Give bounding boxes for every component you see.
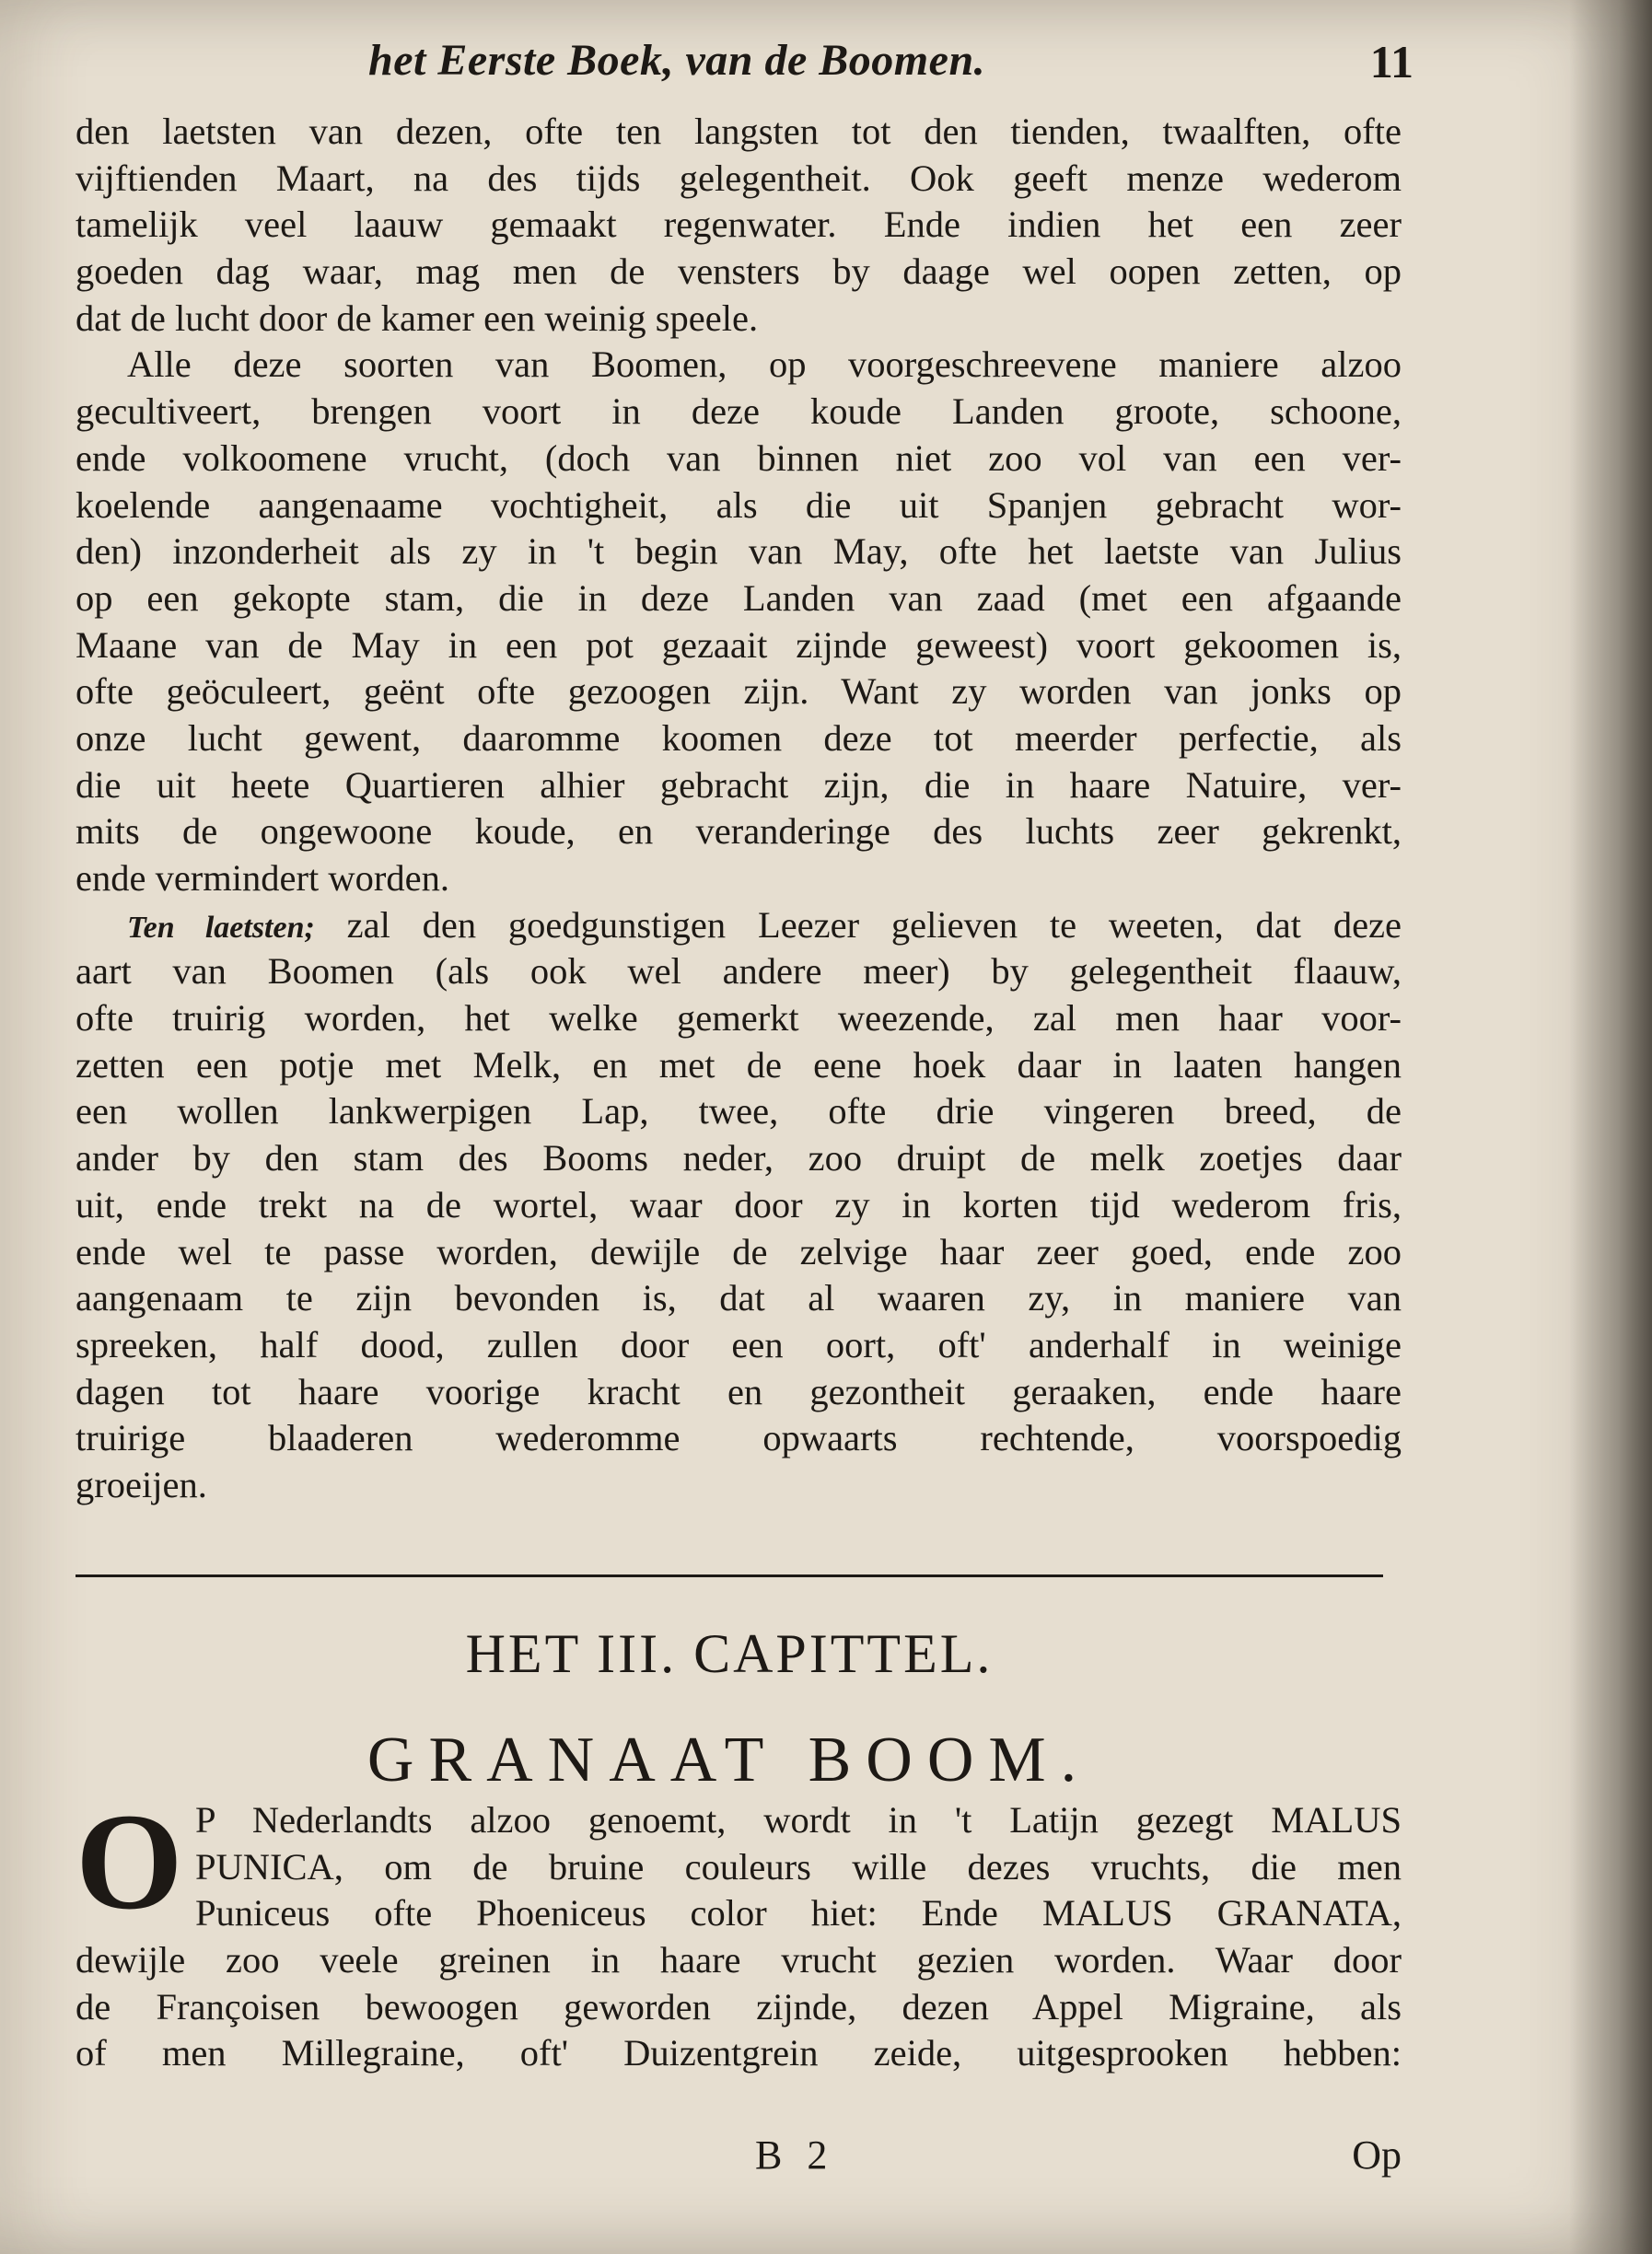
text-line: mits de ongewoone koude, en veranderinge des luchts zeer gekrenkt, (76, 810, 1402, 853)
text-line: die uit heete Quartieren alhier gebracht zijn, die in haare Natuire, ver- (76, 763, 1402, 806)
catchword: Op (1352, 2132, 1402, 2178)
text-line: uit, ende trekt na de wortel, waar door zy in korten tijd wederom fris, (76, 1183, 1402, 1226)
text-line: ofte geöculeert, geënt ofte gezoogen zijn. Want zy worden van jonks op (76, 670, 1402, 713)
text-line: dat de lucht door de kamer een weinig speele. (76, 296, 759, 339)
chapter-body-text (76, 1785, 1402, 2077)
text-line: goeden dag waar, mag men de vensters by daage wel oopen zetten, op (76, 250, 1402, 293)
section-rule (76, 1574, 1383, 1577)
text-line: de Françoisen bewoogen geworden zijnde, dezen Appel Migraine, als (76, 1985, 1402, 2027)
text-line: PUNICA, om de bruine couleurs wille dezes vruchts, die men (195, 1845, 1402, 1888)
text-line: ende volkoomene vrucht, (doch van binnen niet zoo vol van een ver- (76, 436, 1402, 479)
text-line: dewijle zoo veele greinen in haare vrucht gezien worden. Waar door (76, 1939, 1402, 1981)
text-line: onze lucht gewent, daaromme koomen deze tot meerder perfectie, als (76, 716, 1402, 759)
text-line: een wollen lankwerpigen Lap, twee, ofte drie vingeren breed, de (76, 1090, 1402, 1133)
text-line: vijftienden Maart, na des tijds gelegentheit. Ook geeft menze wederom (76, 157, 1402, 199)
text-line-rest: zal den goedgunstigen Leezer gelieven te weeten, dat deze (346, 903, 1402, 946)
running-head: het Eerste Boek, van de Boomen. (368, 36, 986, 85)
text-line: den) inzonderheit als zy in 't begin van May, ofte het laetste van Julius (76, 530, 1402, 573)
chapter-title: GRANAAT BOOM. (366, 1725, 1092, 1795)
page-number: 11 (1369, 36, 1414, 87)
text-line: Alle deze soorten van Boomen, op voorgeschreevene maniere alzoo (127, 343, 1402, 386)
text-line: aangenaam te zijn bevonden is, dat al waaren zy, in maniere van (76, 1277, 1402, 1319)
signature-mark: B 2 (755, 2132, 835, 2178)
text-line: koelende aangenaame vochtigheit, als die uit Spanjen gebracht wor- (76, 483, 1402, 526)
text-line: den laetsten van dezen, ofte ten langsten tot den tienden, twaalften, ofte (76, 110, 1402, 152)
text-line: ende wel te passe worden, dewijle de zelvige haar zeer goed, ende zoo (76, 1230, 1402, 1272)
text-line: zetten een potje met Melk, en met de eene hoek daar in laaten hangen (76, 1043, 1402, 1086)
text-line: P Nederlandts alzoo genoemt, wordt in 't Latijn gezegt MALUS (195, 1799, 1402, 1841)
text-line-lead (76, 902, 1402, 949)
text-line: Maane van de May in een pot gezaait zijnde geweest) voort gekoomen is, (76, 623, 1402, 666)
page-gutter-shadow (1569, 0, 1652, 2254)
text-line: groeijen. (76, 1463, 207, 1505)
text-line: truirige blaaderen wederomme opwaarts rechtende, voorspoedig (76, 1417, 1402, 1459)
chapter-heading: HET III. CAPITTEL. (465, 1623, 994, 1684)
lead-phrase: Ten laetsten; (127, 910, 315, 945)
text-line: aart van Boomen (als ook wel andere meer) by gelegentheit flaauw, (76, 950, 1402, 993)
text-line: spreeken, half dood, zullen door een oort, oft' anderhalf in weinige (76, 1323, 1402, 1365)
text-line: ander by den stam des Booms neder, zoo druipt de melk zoetjes daar (76, 1137, 1402, 1179)
text-line: Puniceus ofte Phoeniceus color hiet: Ende MALUS GRANATA, (195, 1892, 1402, 1934)
text-line: ende vermindert worden. (76, 857, 449, 899)
page-header (368, 35, 1414, 118)
page-footer (76, 2132, 1402, 2187)
text-line: of men Millegraine, oft' Duizentgrein zeide, uitgesprooken hebben: (76, 2032, 1402, 2074)
text-line: ofte truirig worden, het welke gemerkt weezende, zal men haar voor- (76, 997, 1402, 1040)
text-line: op een gekopte stam, die in deze Landen van zaad (met een afgaande (76, 576, 1402, 619)
text-line: tamelijk veel laauw gemaakt regenwater. Ende indien het een zeer (76, 203, 1402, 246)
text-line: gecultiveert, brengen voort in deze koude Landen groote, schoone, (76, 390, 1402, 433)
drop-cap: O (76, 1785, 183, 1938)
text-line: dagen tot haare voorige kracht en gezontheit geraaken, ende haare (76, 1370, 1402, 1412)
body-text (76, 109, 1402, 1509)
